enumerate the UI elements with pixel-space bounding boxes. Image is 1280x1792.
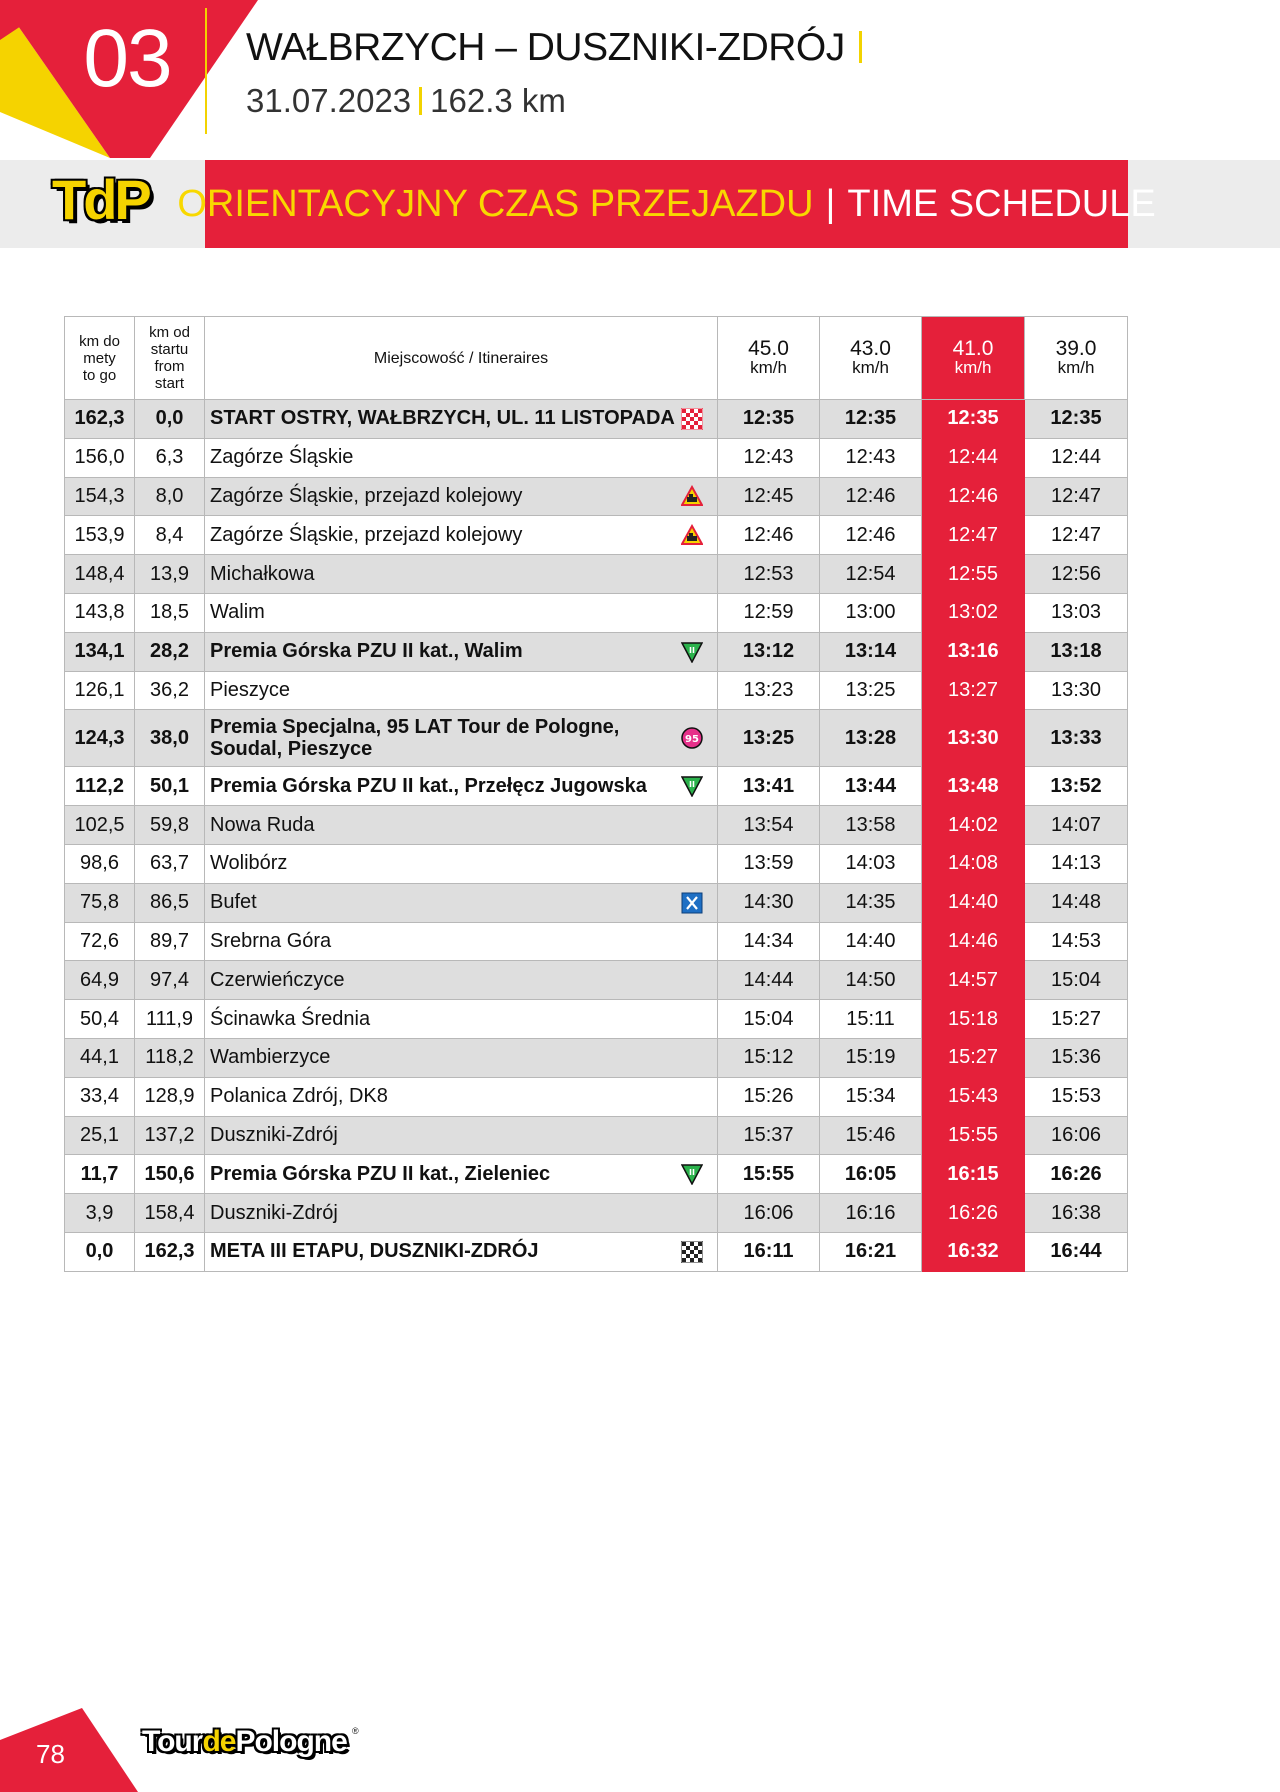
time-41-cell: 14:57 bbox=[922, 961, 1025, 1000]
place-name: Ścinawka Średnia bbox=[210, 1007, 371, 1030]
time-43-cell: 14:40 bbox=[820, 922, 922, 961]
table-row bbox=[65, 961, 1128, 1000]
km-to-go-cell: 126,1 bbox=[65, 671, 135, 710]
time-43-cell: 13:58 bbox=[820, 806, 922, 845]
time-45-cell: 16:11 bbox=[718, 1232, 820, 1271]
time-41-cell: 13:16 bbox=[922, 632, 1025, 671]
km-to-go-cell: 75,8 bbox=[65, 883, 135, 922]
place-cell bbox=[205, 767, 718, 806]
time-45-cell: 15:37 bbox=[718, 1116, 820, 1155]
km-from-start-cell: 128,9 bbox=[135, 1077, 205, 1116]
table-row bbox=[65, 1038, 1128, 1077]
km-to-go-cell: 50,4 bbox=[65, 1000, 135, 1039]
header-speed-41: 41.0 km/h bbox=[922, 317, 1025, 400]
time-43-cell: 16:05 bbox=[820, 1155, 922, 1194]
time-39-cell: 16:38 bbox=[1025, 1194, 1128, 1233]
km-from-start-cell: 63,7 bbox=[135, 844, 205, 883]
mountain-prize-icon bbox=[681, 775, 703, 797]
table-row bbox=[65, 1155, 1128, 1194]
header-km-to-go: km do mety to go bbox=[65, 317, 135, 400]
table-row bbox=[65, 1116, 1128, 1155]
table-row bbox=[65, 632, 1128, 671]
table-row bbox=[65, 1077, 1128, 1116]
table-row bbox=[65, 1000, 1128, 1039]
time-41-cell: 12:47 bbox=[922, 516, 1025, 555]
time-39-cell: 13:52 bbox=[1025, 767, 1128, 806]
time-39-cell: 15:04 bbox=[1025, 961, 1128, 1000]
time-43-cell: 12:43 bbox=[820, 438, 922, 477]
time-39-cell: 13:30 bbox=[1025, 671, 1128, 710]
km-from-start-cell: 150,6 bbox=[135, 1155, 205, 1194]
time-43-cell: 12:35 bbox=[820, 400, 922, 439]
finish-flag-icon bbox=[681, 1241, 703, 1263]
place-name: Duszniki-Zdrój bbox=[210, 1123, 338, 1146]
km-from-start-cell: 36,2 bbox=[135, 671, 205, 710]
time-45-cell: 15:12 bbox=[718, 1038, 820, 1077]
footer-corner-graphic bbox=[0, 1700, 140, 1792]
time-39-cell: 12:35 bbox=[1025, 400, 1128, 439]
place-name: Premia Górska PZU II kat., Zieleniec bbox=[210, 1162, 551, 1185]
km-to-go-cell: 148,4 bbox=[65, 555, 135, 594]
place-name: Zagórze Śląskie, przejazd kolejowy bbox=[210, 484, 523, 507]
time-41-cell: 15:43 bbox=[922, 1077, 1025, 1116]
time-schedule-table bbox=[64, 316, 1128, 1272]
time-41-cell: 15:27 bbox=[922, 1038, 1025, 1077]
page-number: 78 bbox=[36, 1739, 65, 1769]
table-row bbox=[65, 844, 1128, 883]
time-45-cell: 14:30 bbox=[718, 883, 820, 922]
time-39-cell: 15:36 bbox=[1025, 1038, 1128, 1077]
time-41-cell: 13:27 bbox=[922, 671, 1025, 710]
svg-text:95: 95 bbox=[685, 734, 699, 746]
time-43-cell: 12:46 bbox=[820, 516, 922, 555]
header-speed-39: 39.0 km/h bbox=[1025, 317, 1128, 400]
stage-subtitle bbox=[246, 84, 566, 117]
time-45-cell: 13:54 bbox=[718, 806, 820, 845]
stage-date: 31.07.2023 bbox=[246, 82, 412, 119]
time-43-cell: 15:46 bbox=[820, 1116, 922, 1155]
place-cell bbox=[205, 1000, 718, 1039]
place-name: Pieszyce bbox=[210, 678, 291, 701]
time-43-cell: 13:25 bbox=[820, 671, 922, 710]
time-43-cell: 15:19 bbox=[820, 1038, 922, 1077]
header-place: Miejscowość / Itineraires bbox=[205, 317, 718, 400]
place-cell bbox=[205, 1038, 718, 1077]
km-from-start-cell: 6,3 bbox=[135, 438, 205, 477]
table-body bbox=[65, 400, 1128, 1272]
place-cell bbox=[205, 671, 718, 710]
km-to-go-cell: 153,9 bbox=[65, 516, 135, 555]
place-name: Premia Górska PZU II kat., Przełęcz Jugowska bbox=[210, 774, 647, 797]
km-from-start-cell: 158,4 bbox=[135, 1194, 205, 1233]
table-row bbox=[65, 922, 1128, 961]
place-cell bbox=[205, 806, 718, 845]
place-name: Michałkowa bbox=[210, 562, 315, 585]
place-name: Bufet bbox=[210, 891, 257, 914]
time-39-cell: 15:27 bbox=[1025, 1000, 1128, 1039]
banner-title-en: TIME SCHEDULE bbox=[847, 182, 1156, 225]
time-41-cell: 13:48 bbox=[922, 767, 1025, 806]
table-row bbox=[65, 671, 1128, 710]
header-km-from-start: km od startu from start bbox=[135, 317, 205, 400]
time-45-cell: 13:59 bbox=[718, 844, 820, 883]
start-flag-icon bbox=[681, 408, 703, 430]
time-41-cell: 14:46 bbox=[922, 922, 1025, 961]
time-43-cell: 14:35 bbox=[820, 883, 922, 922]
banner-title-pl: ORIENTACYJNY CZAS PRZEJAZDU bbox=[177, 182, 814, 225]
place-cell bbox=[205, 438, 718, 477]
table-row bbox=[65, 806, 1128, 845]
time-45-cell: 15:04 bbox=[718, 1000, 820, 1039]
km-from-start-cell: 38,0 bbox=[135, 710, 205, 767]
km-to-go-cell: 3,9 bbox=[65, 1194, 135, 1233]
table-row bbox=[65, 1232, 1128, 1271]
time-39-cell: 16:44 bbox=[1025, 1232, 1128, 1271]
km-from-start-cell: 59,8 bbox=[135, 806, 205, 845]
stage-title bbox=[246, 28, 862, 67]
time-39-cell: 15:53 bbox=[1025, 1077, 1128, 1116]
km-from-start-cell: 89,7 bbox=[135, 922, 205, 961]
time-39-cell: 16:06 bbox=[1025, 1116, 1128, 1155]
time-41-cell: 16:32 bbox=[922, 1232, 1025, 1271]
time-41-cell: 13:30 bbox=[922, 710, 1025, 767]
time-45-cell: 13:12 bbox=[718, 632, 820, 671]
time-43-cell: 15:11 bbox=[820, 1000, 922, 1039]
place-name: Duszniki-Zdrój bbox=[210, 1201, 338, 1224]
time-43-cell: 13:28 bbox=[820, 710, 922, 767]
place-cell bbox=[205, 516, 718, 555]
time-45-cell: 12:45 bbox=[718, 477, 820, 516]
time-45-cell: 15:26 bbox=[718, 1077, 820, 1116]
time-45-cell: 12:53 bbox=[718, 555, 820, 594]
table-row bbox=[65, 516, 1128, 555]
time-39-cell: 12:47 bbox=[1025, 516, 1128, 555]
subtitle-separator bbox=[419, 87, 422, 115]
table-row bbox=[65, 438, 1128, 477]
table-row bbox=[65, 555, 1128, 594]
tour-de-pologne-logo: TourdePologne bbox=[142, 1725, 347, 1758]
special-prize-icon bbox=[681, 727, 703, 749]
time-39-cell: 13:33 bbox=[1025, 710, 1128, 767]
header-speed-45: 45.0 km/h bbox=[718, 317, 820, 400]
time-45-cell: 14:44 bbox=[718, 961, 820, 1000]
km-to-go-cell: 98,6 bbox=[65, 844, 135, 883]
km-to-go-cell: 0,0 bbox=[65, 1232, 135, 1271]
time-43-cell: 16:16 bbox=[820, 1194, 922, 1233]
place-name: Premia Specjalna, 95 LAT Tour de Pologne, Soudal, Pieszyce bbox=[210, 716, 620, 761]
km-to-go-cell: 112,2 bbox=[65, 767, 135, 806]
place-cell bbox=[205, 555, 718, 594]
time-43-cell: 15:34 bbox=[820, 1077, 922, 1116]
place-cell bbox=[205, 632, 718, 671]
time-45-cell: 12:59 bbox=[718, 593, 820, 632]
km-to-go-cell: 64,9 bbox=[65, 961, 135, 1000]
place-name: Premia Górska PZU II kat., Walim bbox=[210, 640, 523, 663]
table-row bbox=[65, 593, 1128, 632]
time-39-cell: 12:44 bbox=[1025, 438, 1128, 477]
time-45-cell: 13:25 bbox=[718, 710, 820, 767]
km-to-go-cell: 25,1 bbox=[65, 1116, 135, 1155]
place-name: Zagórze Śląskie, przejazd kolejowy bbox=[210, 523, 523, 546]
table-row bbox=[65, 767, 1128, 806]
table-row bbox=[65, 1194, 1128, 1233]
time-45-cell: 16:06 bbox=[718, 1194, 820, 1233]
table-row bbox=[65, 400, 1128, 439]
place-cell bbox=[205, 1194, 718, 1233]
stage-number: 03 bbox=[83, 13, 171, 104]
time-41-cell: 12:46 bbox=[922, 477, 1025, 516]
place-cell bbox=[205, 1232, 718, 1271]
time-41-cell: 15:18 bbox=[922, 1000, 1025, 1039]
time-39-cell: 13:18 bbox=[1025, 632, 1128, 671]
stage-distance: 162.3 km bbox=[430, 82, 566, 119]
place-name: Wambierzyce bbox=[210, 1046, 331, 1069]
km-to-go-cell: 44,1 bbox=[65, 1038, 135, 1077]
time-39-cell: 14:13 bbox=[1025, 844, 1128, 883]
place-name: START OSTRY, WAŁBRZYCH, UL. 11 LISTOPADA bbox=[210, 407, 675, 430]
place-cell bbox=[205, 961, 718, 1000]
km-from-start-cell: 50,1 bbox=[135, 767, 205, 806]
time-45-cell: 12:46 bbox=[718, 516, 820, 555]
km-from-start-cell: 111,9 bbox=[135, 1000, 205, 1039]
banner-title bbox=[177, 160, 1156, 248]
time-43-cell: 16:21 bbox=[820, 1232, 922, 1271]
time-41-cell: 15:55 bbox=[922, 1116, 1025, 1155]
railway-crossing-icon bbox=[681, 485, 703, 507]
svg-text:II: II bbox=[689, 645, 695, 655]
time-41-cell: 16:15 bbox=[922, 1155, 1025, 1194]
km-to-go-cell: 11,7 bbox=[65, 1155, 135, 1194]
time-39-cell: 13:03 bbox=[1025, 593, 1128, 632]
time-41-cell: 13:02 bbox=[922, 593, 1025, 632]
place-cell bbox=[205, 400, 718, 439]
tdp-logo: TdP bbox=[52, 168, 149, 231]
time-41-cell: 12:44 bbox=[922, 438, 1025, 477]
time-43-cell: 14:50 bbox=[820, 961, 922, 1000]
km-from-start-cell: 13,9 bbox=[135, 555, 205, 594]
km-to-go-cell: 33,4 bbox=[65, 1077, 135, 1116]
time-39-cell: 14:07 bbox=[1025, 806, 1128, 845]
km-from-start-cell: 97,4 bbox=[135, 961, 205, 1000]
time-45-cell: 12:43 bbox=[718, 438, 820, 477]
time-39-cell: 12:56 bbox=[1025, 555, 1128, 594]
place-cell bbox=[205, 844, 718, 883]
time-43-cell: 12:46 bbox=[820, 477, 922, 516]
mountain-prize-icon bbox=[681, 1163, 703, 1185]
time-39-cell: 14:48 bbox=[1025, 883, 1128, 922]
place-name: Walim bbox=[210, 601, 265, 624]
time-43-cell: 13:14 bbox=[820, 632, 922, 671]
time-41-cell: 14:08 bbox=[922, 844, 1025, 883]
place-name: Wolibórz bbox=[210, 852, 288, 875]
km-from-start-cell: 28,2 bbox=[135, 632, 205, 671]
place-name: Czerwieńczyce bbox=[210, 968, 345, 991]
time-45-cell: 13:41 bbox=[718, 767, 820, 806]
time-43-cell: 14:03 bbox=[820, 844, 922, 883]
time-41-cell: 14:40 bbox=[922, 883, 1025, 922]
place-name: Polanica Zdrój, DK8 bbox=[210, 1085, 388, 1108]
km-from-start-cell: 0,0 bbox=[135, 400, 205, 439]
title-accent-bar bbox=[859, 31, 862, 63]
mountain-prize-icon bbox=[681, 641, 703, 663]
time-45-cell: 13:23 bbox=[718, 671, 820, 710]
registered-mark: ® bbox=[352, 1726, 359, 1736]
place-name: Srebrna Góra bbox=[210, 929, 332, 952]
time-39-cell: 14:53 bbox=[1025, 922, 1128, 961]
km-to-go-cell: 154,3 bbox=[65, 477, 135, 516]
place-cell bbox=[205, 477, 718, 516]
place-cell bbox=[205, 1077, 718, 1116]
km-to-go-cell: 134,1 bbox=[65, 632, 135, 671]
km-from-start-cell: 18,5 bbox=[135, 593, 205, 632]
km-from-start-cell: 137,2 bbox=[135, 1116, 205, 1155]
time-43-cell: 12:54 bbox=[820, 555, 922, 594]
time-41-cell: 12:55 bbox=[922, 555, 1025, 594]
header-divider bbox=[205, 8, 207, 134]
table-row bbox=[65, 710, 1128, 767]
table-row bbox=[65, 883, 1128, 922]
km-to-go-cell: 124,3 bbox=[65, 710, 135, 767]
time-39-cell: 16:26 bbox=[1025, 1155, 1128, 1194]
svg-text:II: II bbox=[689, 1168, 695, 1178]
place-name: Zagórze Śląskie bbox=[210, 446, 354, 469]
time-39-cell: 12:47 bbox=[1025, 477, 1128, 516]
km-from-start-cell: 118,2 bbox=[135, 1038, 205, 1077]
table-header-row bbox=[65, 317, 1128, 400]
railway-crossing-icon bbox=[681, 524, 703, 546]
km-to-go-cell: 102,5 bbox=[65, 806, 135, 845]
svg-text:II: II bbox=[689, 780, 695, 790]
time-41-cell: 12:35 bbox=[922, 400, 1025, 439]
banner-separator: | bbox=[825, 182, 836, 225]
km-to-go-cell: 162,3 bbox=[65, 400, 135, 439]
km-from-start-cell: 8,4 bbox=[135, 516, 205, 555]
time-45-cell: 15:55 bbox=[718, 1155, 820, 1194]
place-cell bbox=[205, 922, 718, 961]
km-from-start-cell: 8,0 bbox=[135, 477, 205, 516]
km-to-go-cell: 156,0 bbox=[65, 438, 135, 477]
time-45-cell: 12:35 bbox=[718, 400, 820, 439]
place-cell bbox=[205, 1155, 718, 1194]
place-cell bbox=[205, 593, 718, 632]
stage-title-text: WAŁBRZYCH – DUSZNIKI-ZDRÓJ bbox=[246, 26, 845, 69]
km-from-start-cell: 86,5 bbox=[135, 883, 205, 922]
feed-zone-icon bbox=[681, 892, 703, 914]
place-cell bbox=[205, 1116, 718, 1155]
km-from-start-cell: 162,3 bbox=[135, 1232, 205, 1271]
time-41-cell: 16:26 bbox=[922, 1194, 1025, 1233]
table-row bbox=[65, 477, 1128, 516]
place-cell bbox=[205, 710, 718, 767]
km-to-go-cell: 143,8 bbox=[65, 593, 135, 632]
place-cell bbox=[205, 883, 718, 922]
header-speed-43: 43.0 km/h bbox=[820, 317, 922, 400]
time-43-cell: 13:44 bbox=[820, 767, 922, 806]
place-name: META III ETAPU, DUSZNIKI-ZDRÓJ bbox=[210, 1240, 539, 1263]
time-41-cell: 14:02 bbox=[922, 806, 1025, 845]
time-43-cell: 13:00 bbox=[820, 593, 922, 632]
place-name: Nowa Ruda bbox=[210, 813, 315, 836]
km-to-go-cell: 72,6 bbox=[65, 922, 135, 961]
time-45-cell: 14:34 bbox=[718, 922, 820, 961]
